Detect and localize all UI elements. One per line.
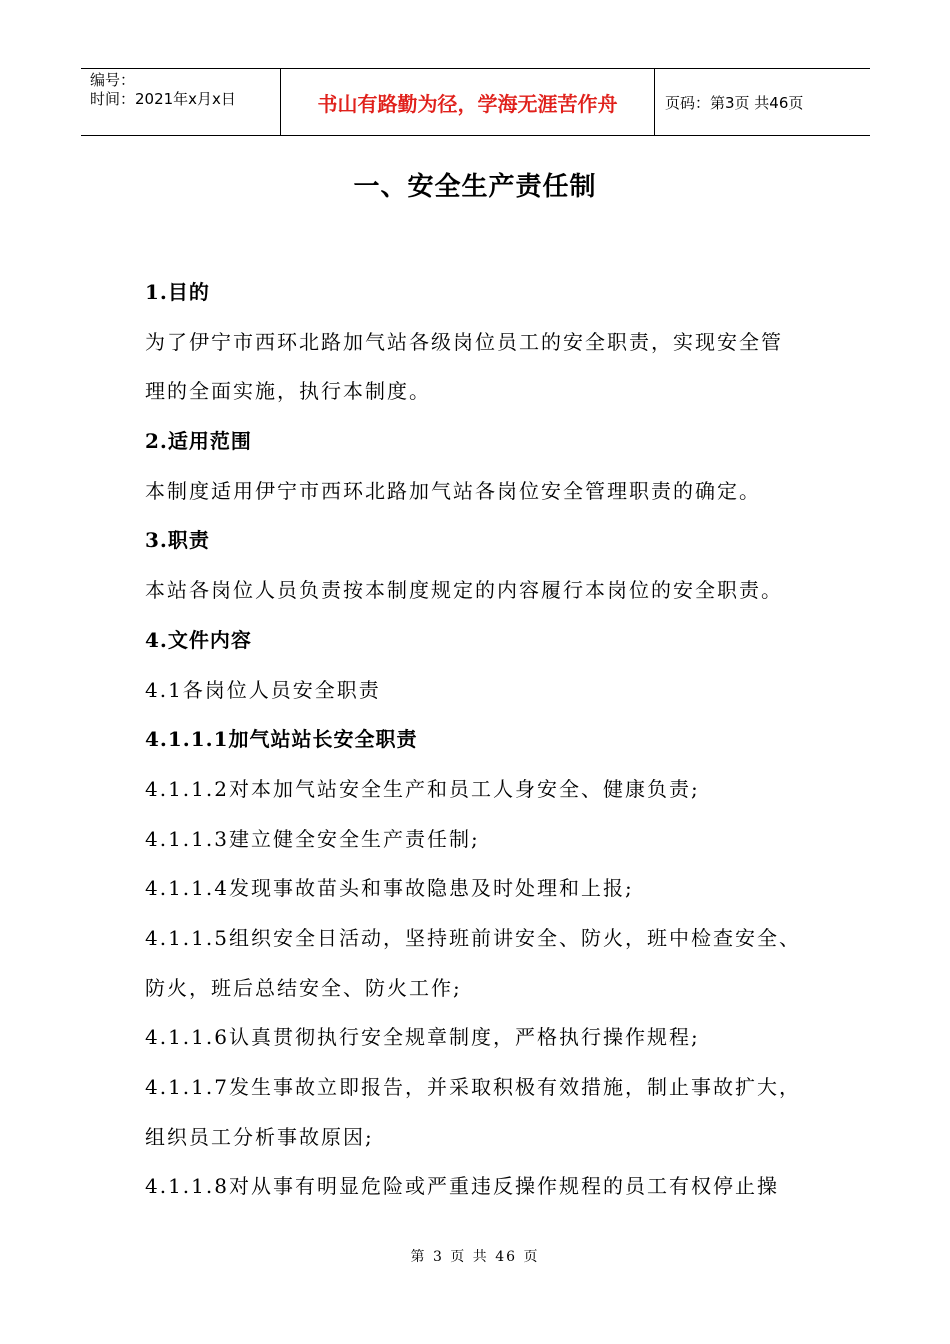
paragraph-line: 4.1各岗位人员安全职责 [145, 677, 381, 702]
section-heading: 2.适用范围 [145, 429, 252, 454]
page-header [81, 68, 870, 136]
section-heading: 3.职责 [145, 528, 210, 553]
paragraph-line: 4.1.1.7发生事故立即报告，并采取积极有效措施，制止事故扩大， [145, 1075, 801, 1099]
paragraph-line: 本站各岗位人员负责按本制度规定的内容履行本岗位的安全职责。 [145, 578, 783, 603]
paragraph-line: 4.1.1.6认真贯彻执行安全规章制度，严格执行操作规程; [145, 1025, 700, 1050]
document-number-label: 编号： [90, 71, 136, 89]
header-motto: 书山有路勤为径，学海无涯苦作舟 [281, 69, 655, 135]
paragraph-line: 4.1.1.5组织安全日活动，坚持班前讲安全、防火，班中检查安全、 [145, 925, 801, 950]
document-title: 一、安全生产责任制 [353, 172, 597, 202]
document-date: 时间：2021年x月x日 [90, 90, 236, 108]
paragraph-line: 4.1.1.4发现事故苗头和事故隐患及时处理和上报; [145, 876, 634, 901]
paragraph-line: 4.1.1.3建立健全安全生产责任制; [145, 826, 480, 851]
paragraph-line: 组织员工分析事故原因; [145, 1124, 374, 1149]
header-left-cell [81, 69, 281, 135]
paragraph-line: 理的全面实施，执行本制度。 [145, 379, 431, 404]
document-body [145, 268, 825, 1212]
paragraph-line: 本制度适用伊宁市西环北路加气站各岗位安全管理职责的确定。 [145, 478, 761, 503]
paragraph-line: 4.1.1.2对本加气站安全生产和员工人身安全、健康负责; [145, 776, 700, 801]
section-heading: 4.文件内容 [145, 627, 252, 652]
paragraph-line: 防火，班后总结安全、防火工作; [145, 975, 462, 1000]
paragraph-line: 为了伊宁市西环北路加气站各级岗位员工的安全职责，实现安全管 [145, 329, 783, 354]
section-heading: 4.1.1.1加气站站长安全职责 [145, 727, 418, 752]
header-page-info: 页码：第3页 共46页 [665, 93, 804, 112]
paragraph-line: 4.1.1.8对从事有明显危险或严重违反操作规程的员工有权停止操 [145, 1174, 779, 1199]
page-footer: 第 3 页 共 46 页 [410, 1249, 540, 1265]
section-heading: 1.目的 [145, 280, 210, 304]
